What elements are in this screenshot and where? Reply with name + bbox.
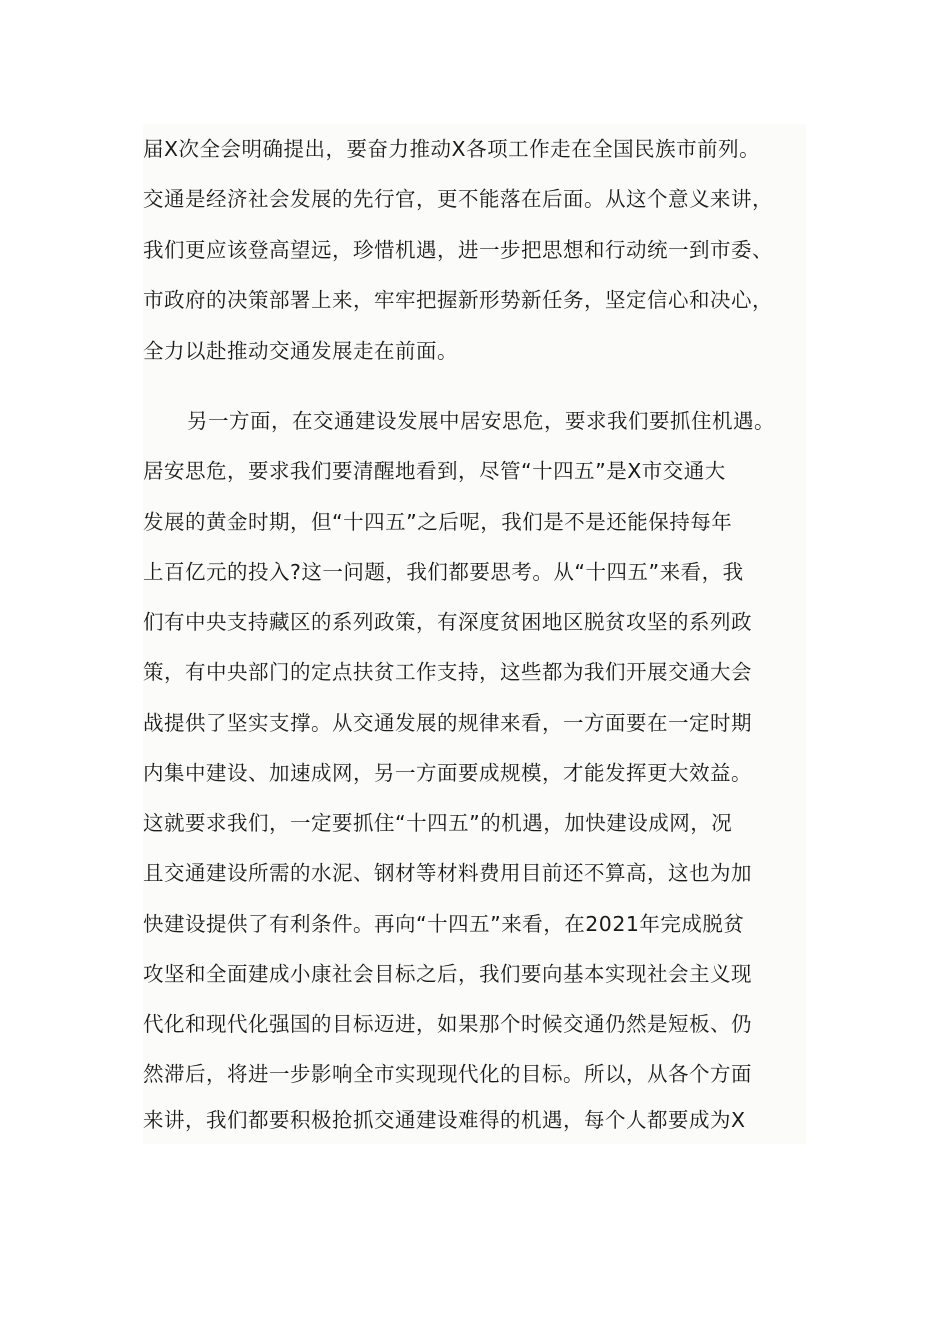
text-line: 全力以赴推动交通发展走在前面。 — [143, 339, 458, 363]
text-line: 上百亿元的投入?这一问题，我们都要思考。从“十四五”来看，我 — [143, 560, 744, 584]
text-line: 策，有中央部门的定点扶贫工作支持，这些都为我们开展交通大会 — [143, 660, 752, 684]
text-line: 内集中建设、加速成网，另一方面要成规模，才能发挥更大效益。 — [143, 761, 752, 785]
text-line: 们有中央支持藏区的系列政策，有深度贫困地区脱贫攻坚的系列政 — [143, 610, 752, 634]
text-line: 代化和现代化强国的目标迈进，如果那个时候交通仍然是短板、仍 — [143, 1012, 752, 1036]
text-line: 然滞后，将进一步影响全市实现现代化的目标。所以，从各个方面 — [143, 1062, 752, 1086]
text-line: 攻坚和全面建成小康社会目标之后，我们要向基本实现社会主义现 — [143, 962, 752, 986]
text-line: 我们更应该登高望远，珍惜机遇，进一步把思想和行动统一到市委、 — [143, 238, 773, 262]
text-line: 这就要求我们，一定要抓住“十四五”的机遇，加快建设成网，况 — [143, 811, 733, 835]
text-line: 战提供了坚实支撑。从交通发展的规律来看，一方面要在一定时期 — [143, 711, 752, 735]
text-line: 居安思危，要求我们要清醒地看到，尽管“十四五”是X市交通大 — [143, 459, 726, 483]
text-line: 市政府的决策部署上来，牢牢把握新形势新任务，坚定信心和决心， — [143, 288, 773, 312]
text-line: 另一方面，在交通建设发展中居安思危，要求我们要抓住机遇。 — [187, 409, 775, 433]
text-line: 交通是经济社会发展的先行官，更不能落在后面。从这个意义来讲， — [143, 187, 773, 211]
text-line: 发展的黄金时期，但“十四五”之后呢，我们是不是还能保持每年 — [143, 510, 733, 534]
text-block — [143, 124, 806, 1144]
text-line: 来讲，我们都要积极抢抓交通建设难得的机遇，每个人都要成为X — [143, 1108, 746, 1132]
text-line: 快建设提供了有利条件。再向“十四五”来看，在2021年完成脱贫 — [143, 912, 745, 936]
text-line: 届X次全会明确提出，要奋力推动X各项工作走在全国民族市前列。 — [143, 137, 761, 161]
text-line: 且交通建设所需的水泥、钢材等材料费用目前还不算高，这也为加 — [143, 861, 752, 885]
